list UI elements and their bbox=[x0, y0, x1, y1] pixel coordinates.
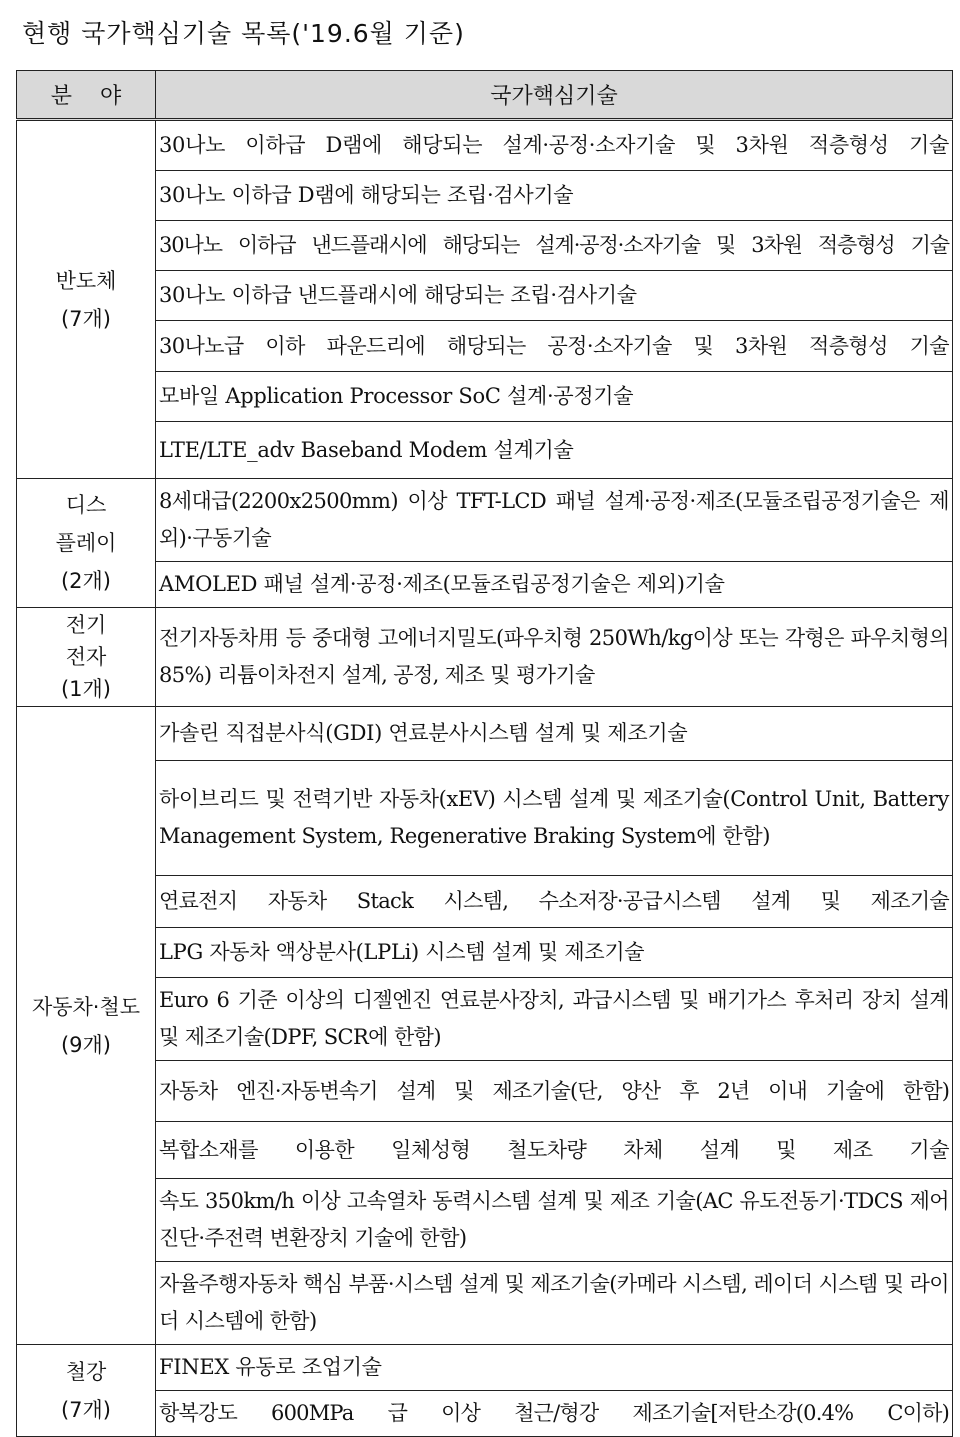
tech-item: 전기자동차用 등 중대형 고에너지밀도(파우치형 250Wh/kg이상 또는 각형은 파우치형의 85%) 리튬이차전지 설계, 공정, 제조 및 평가기술 bbox=[156, 608, 953, 707]
tech-item: 자율주행자동차 핵심 부품·시스템 설계 및 제조기술(카메라 시스템, 레이더 시스템 및 라이더 시스템에 한함) bbox=[156, 1262, 953, 1345]
field-display: 디스 플레이 (2개) bbox=[17, 479, 156, 608]
tech-item: 항복강도 600MPa 급 이상 철근/형강 제조기술[저탄소강(0.4% C이하) bbox=[156, 1391, 953, 1437]
tech-item: LTE/LTE_adv Baseband Modem 설계기술 bbox=[156, 422, 953, 479]
tech-item: 하이브리드 및 전력기반 자동차(xEV) 시스템 설계 및 제조기술(Control Unit, Battery Management System, Regenerative Braking System에 한함) bbox=[156, 761, 953, 876]
tech-item: 30나노 이하급 낸드플래시에 해당되는 설계·공정·소자기술 및 3차원 적층형성 기술 bbox=[156, 221, 953, 271]
tech-item: 8세대급(2200x2500mm) 이상 TFT-LCD 패널 설계·공정·제조(모듈조립공정기술은 제외)·구동기술 bbox=[156, 479, 953, 562]
table-row bbox=[17, 1179, 953, 1262]
table-row bbox=[17, 422, 953, 479]
tech-item: 자동차 엔진·자동변속기 설계 및 제조기술(단, 양산 후 2년 이내 기술에 한함) bbox=[156, 1061, 953, 1122]
tech-item: 모바일 Application Processor SoC 설계·공정기술 bbox=[156, 372, 953, 422]
field-electric: 전기 전자 (1개) bbox=[17, 608, 156, 707]
table-row bbox=[17, 608, 953, 707]
tech-item: LPG 자동차 액상분사(LPLi) 시스템 설계 및 제조기술 bbox=[156, 928, 953, 978]
core-tech-table bbox=[16, 70, 953, 1437]
table-row bbox=[17, 761, 953, 876]
table-row bbox=[17, 1262, 953, 1345]
tech-item: 연료전지 자동차 Stack 시스템, 수소저장·공급시스템 설계 및 제조기술 bbox=[156, 876, 953, 928]
tech-item: 30나노 이하급 낸드플래시에 해당되는 조립·검사기술 bbox=[156, 271, 953, 321]
tech-item: 30나노 이하급 D램에 해당되는 조립·검사기술 bbox=[156, 171, 953, 221]
table-row bbox=[17, 707, 953, 761]
tech-item: 30나노급 이하 파운드리에 해당되는 공정·소자기술 및 3차원 적층형성 기술 bbox=[156, 321, 953, 372]
table-row bbox=[17, 978, 953, 1061]
header-field: 분야 bbox=[17, 71, 156, 120]
tech-item: 속도 350km/h 이상 고속열차 동력시스템 설계 및 제조 기술(AC 유도전동기·TDCS 제어진단·주전력 변환장치 기술에 한함) bbox=[156, 1179, 953, 1262]
table-row bbox=[17, 271, 953, 321]
table-row bbox=[17, 321, 953, 372]
header-tech: 국가핵심기술 bbox=[156, 71, 953, 120]
tech-item: 가솔린 직접분사식(GDI) 연료분사시스템 설계 및 제조기술 bbox=[156, 707, 953, 761]
page-title: 현행 국가핵심기술 목록('19.6월 기준) bbox=[22, 19, 465, 48]
table-row bbox=[17, 562, 953, 608]
table-row bbox=[17, 1122, 953, 1179]
tech-item: AMOLED 패널 설계·공정·제조(모듈조립공정기술은 제외)기술 bbox=[156, 562, 953, 608]
tech-item: 30나노 이하급 D램에 해당되는 설계·공정·소자기술 및 3차원 적층형성 기술 bbox=[156, 120, 953, 171]
table-row bbox=[17, 928, 953, 978]
table-header-row bbox=[17, 71, 953, 120]
field-steel: 철강 (7개) bbox=[17, 1345, 156, 1437]
field-automotive-rail: 자동차·철도 (9개) bbox=[17, 707, 156, 1345]
tech-item: 복합소재를 이용한 일체성형 철도차량 차체 설계 및 제조 기술 bbox=[156, 1122, 953, 1179]
table-row bbox=[17, 120, 953, 171]
table-row bbox=[17, 1391, 953, 1437]
table-row bbox=[17, 876, 953, 928]
table-row bbox=[17, 221, 953, 271]
field-semiconductor: 반도체 (7개) bbox=[17, 120, 156, 479]
table-row bbox=[17, 1061, 953, 1122]
table-row bbox=[17, 171, 953, 221]
table-row bbox=[17, 479, 953, 562]
tech-item: Euro 6 기준 이상의 디젤엔진 연료분사장치, 과급시스템 및 배기가스 후처리 장치 설계 및 제조기술(DPF, SCR에 한함) bbox=[156, 978, 953, 1061]
table-row bbox=[17, 372, 953, 422]
table-row bbox=[17, 1345, 953, 1391]
tech-item: FINEX 유동로 조업기술 bbox=[156, 1345, 953, 1391]
